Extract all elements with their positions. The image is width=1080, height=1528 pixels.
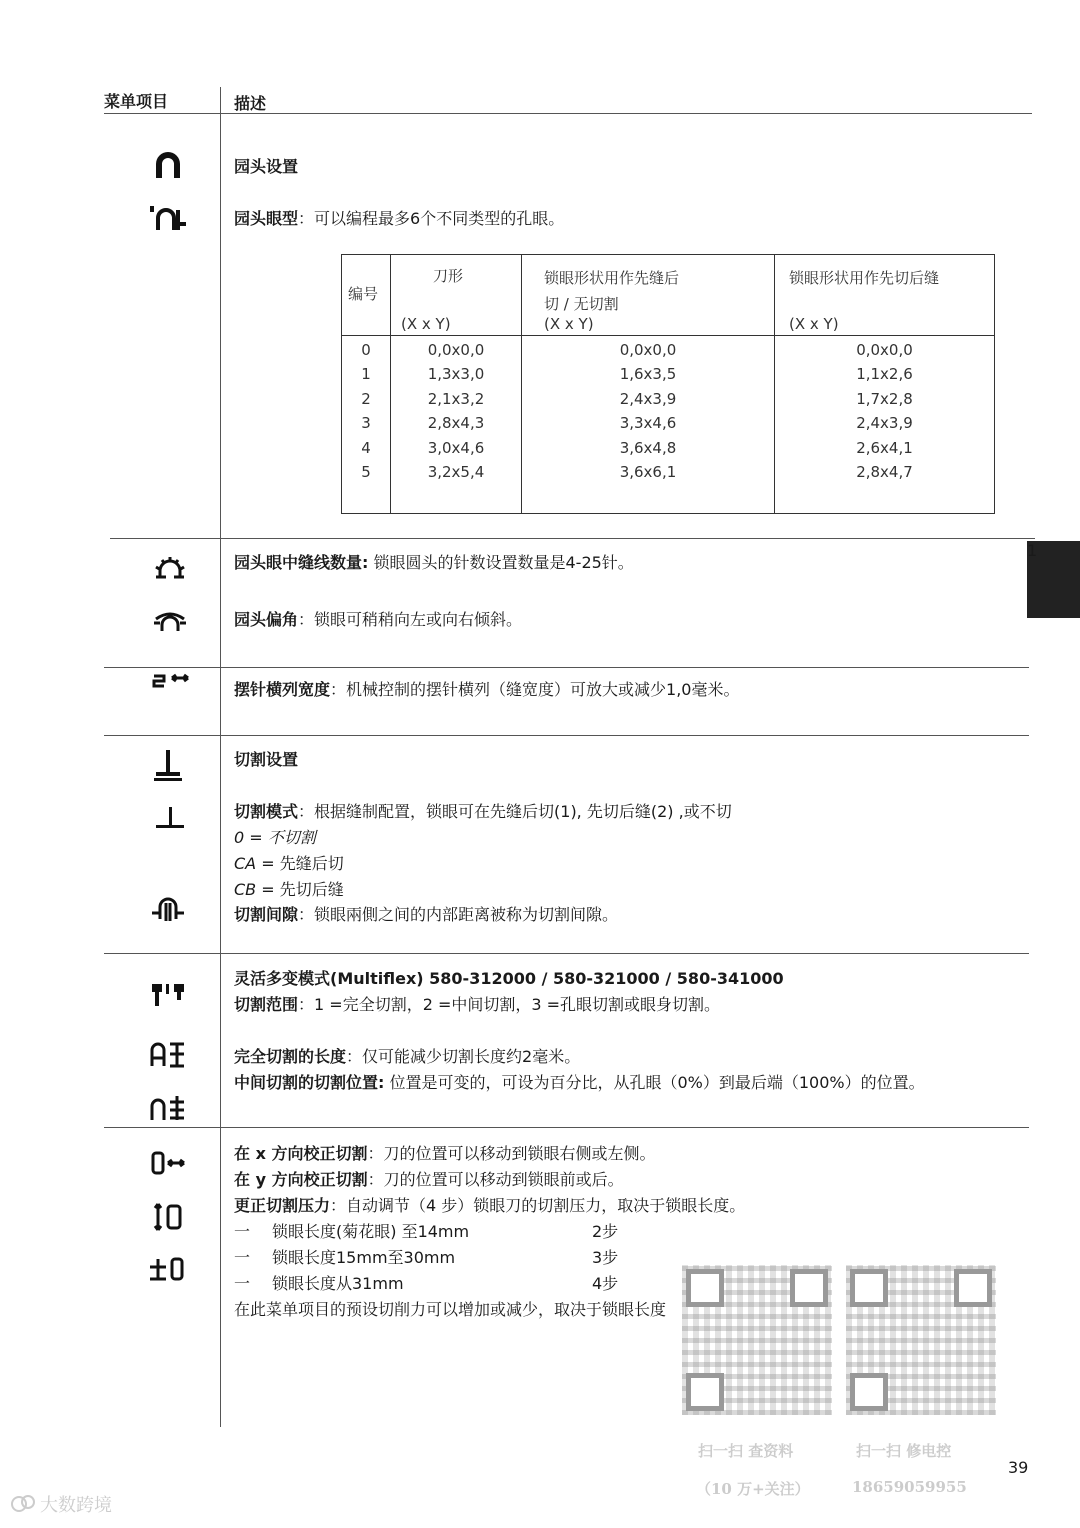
column-divider: [220, 87, 221, 1427]
table-cell-knife: 3,2x5,4: [427, 463, 485, 482]
table-cell-num: 5: [361, 463, 371, 482]
x-correction-icon: [148, 1147, 188, 1181]
table-cell-num: 3: [361, 414, 371, 433]
cut-pressure-description: 更正切割压力：自动调节（4 步）锁眼刀的切割压力，取决于锁眼长度。: [234, 1196, 746, 1215]
table-cell-before: 0,0x0,0: [856, 341, 913, 359]
list-item-steps: 3步: [592, 1248, 619, 1267]
x-correction-description: 在 x 方向校正切割：刀的位置可以移动到锁眼右侧或左侧。: [234, 1144, 656, 1163]
cut-range-description: 切割范围：1 =完全切割，2 =中间切割，3 =孔眼切割或眼身切割。: [234, 995, 721, 1014]
cutting-gap-icon: [148, 893, 188, 927]
qr-finder: [850, 1269, 888, 1307]
header-description: 描述: [234, 94, 267, 113]
list-item-steps: 4步: [592, 1274, 619, 1293]
qr-finder: [686, 1373, 724, 1411]
brand-watermark: 大数跨境: [40, 1495, 112, 1516]
stitch-count-description: 园头眼中缝线数量: 锁眼圆头的针数设置数量是4-25针。: [234, 553, 634, 572]
full-cut-length-icon: [148, 1038, 188, 1072]
qr-finder: [790, 1269, 828, 1307]
table-col-knife: [391, 336, 522, 514]
list-item: 一: [234, 1248, 251, 1267]
cut-pressure-icon: [148, 1253, 188, 1287]
cutting-settings-icon: [148, 748, 188, 782]
list-item-text: 锁眼长度(菊花眼) 至14mm: [272, 1222, 470, 1241]
list-item: 一: [234, 1222, 251, 1241]
brand-logo-icon: [10, 1493, 36, 1515]
table-cell-num: 0: [361, 341, 371, 359]
table-cell-before: 1,7x2,8: [856, 389, 913, 408]
header-divider: [104, 113, 1032, 114]
table-cell-before: 2,8x4,7: [856, 463, 913, 482]
eye-type-icon: [148, 200, 188, 234]
zigzag-width-icon: [150, 670, 190, 704]
header-menu-item: 菜单项目: [104, 92, 169, 111]
qr-finder: [686, 1269, 724, 1307]
section-divider: [110, 538, 1035, 539]
watermark-right-line1: 扫一扫 修电控: [856, 1442, 952, 1460]
qr-finder: [850, 1373, 888, 1411]
section-divider: [104, 667, 1029, 668]
table-cell-knife: 0,0x0,0: [427, 341, 485, 359]
watermark-left-line1: 扫一扫 查资料: [698, 1442, 794, 1460]
watermark-right-line2: 18659059955: [852, 1478, 967, 1496]
full-cut-length-description: 完全切割的长度：仅可能减少切割长度约2毫米。: [234, 1047, 581, 1066]
table-col-after: [522, 336, 775, 514]
table-header-after: 锁眼形状用作先缝后 切 / 无切割 (X x Y): [522, 255, 775, 336]
table-cell-num: 1: [361, 365, 371, 384]
y-correction-icon: [148, 1200, 188, 1234]
stitch-count-icon: [150, 553, 190, 587]
table-cell-after: 1,6x3,5: [619, 365, 677, 384]
section-divider: [104, 953, 1029, 954]
preset-cut-force-note: 在此菜单项目的预设切削力可以增加或减少，取决于锁眼长度: [234, 1300, 667, 1319]
cutting-gap-description: 切割间隙：锁眼兩側之间的内部距离被称为切割间隙。: [234, 905, 619, 924]
table-cell-after: 3,6x4,8: [619, 438, 677, 457]
table-cell-knife: 2,8x4,3: [427, 414, 485, 433]
cutting-settings-title: 切割设置: [234, 750, 299, 769]
table-header-num: 编号: [342, 255, 391, 336]
cut-range-icon: [148, 978, 188, 1012]
table-cell-after: 2,4x3,9: [619, 389, 677, 408]
table-cell-knife: 1,3x3,0: [427, 365, 485, 384]
list-item-steps: 2步: [592, 1222, 619, 1241]
table-cell-before: 2,4x3,9: [856, 414, 913, 433]
zigzag-width-description: 摆针横列宽度：机械控制的摆针横列（缝宽度）可放大或减少1,0毫米。: [234, 680, 740, 699]
list-item-text: 锁眼长度从31mm: [272, 1274, 404, 1293]
eye-type-description: 园头眼型：可以编程最多6个不同类型的孔眼。: [234, 209, 565, 228]
table-cell-num: 4: [361, 438, 371, 457]
tilt-description: 园头偏角：锁眼可稍稍向左或向右倾斜。: [234, 610, 523, 629]
section-divider: [104, 1127, 1029, 1128]
table-header-before: 锁眼形状用作先切后缝 (X x Y): [775, 255, 995, 336]
tilt-icon: [150, 605, 190, 639]
table-cell-after: 3,6x6,1: [619, 463, 677, 482]
table-cell-knife: 3,0x4,6: [427, 438, 485, 457]
cutting-mode-description: 切割模式：根据缝制配置，锁眼可在先缝后切(1), 先切后缝(2) ,或不切: [234, 802, 732, 821]
table-col-num: [342, 336, 391, 514]
table-cell-before: 1,1x2,6: [856, 365, 913, 384]
multiflex-title: 灵活多变模式(Multiflex) 580-312000 / 580-321000 / 580-341000: [234, 969, 784, 988]
round-head-settings-icon: [148, 148, 188, 182]
section-divider: [104, 735, 1029, 736]
cutting-option-ca: CA = 先缝后切: [234, 854, 344, 873]
table-cell-after: 0,0x0,0: [619, 341, 677, 359]
table-cell-before: 2,6x4,1: [856, 438, 913, 457]
list-item: 一: [234, 1274, 251, 1293]
watermark-left-line2: （10 万+关注）: [696, 1480, 810, 1498]
page-number: 39: [1008, 1458, 1029, 1477]
round-head-settings-title: 园头设置: [234, 157, 299, 176]
list-item-text: 锁眼长度15mm至30mm: [272, 1248, 456, 1267]
chapter-tab-number: 1: [1027, 541, 1038, 560]
cutting-mode-icon: [150, 803, 190, 837]
cutting-option-cb: CB = 先切后缝: [234, 880, 344, 899]
table-header-knife: 刀形 (X x Y): [391, 255, 522, 336]
mid-cut-position-description: 中间切割的切割位置: 位置是可变的，可设为百分比，从孔眼（0%）到最后端（100%）的位置。: [234, 1073, 925, 1092]
table-cell-knife: 2,1x3,2: [427, 389, 485, 408]
table-cell-after: 3,3x4,6: [619, 414, 677, 433]
qr-finder: [954, 1269, 992, 1307]
y-correction-description: 在 y 方向校正切割：刀的位置可以移动到锁眼前或后。: [234, 1170, 624, 1189]
table-cell-num: 2: [361, 389, 371, 408]
eye-type-table: [341, 254, 995, 514]
cutting-option-0: 0 = 不切割: [234, 828, 316, 847]
table-col-before: [775, 336, 995, 514]
mid-cut-position-icon: [148, 1092, 188, 1126]
